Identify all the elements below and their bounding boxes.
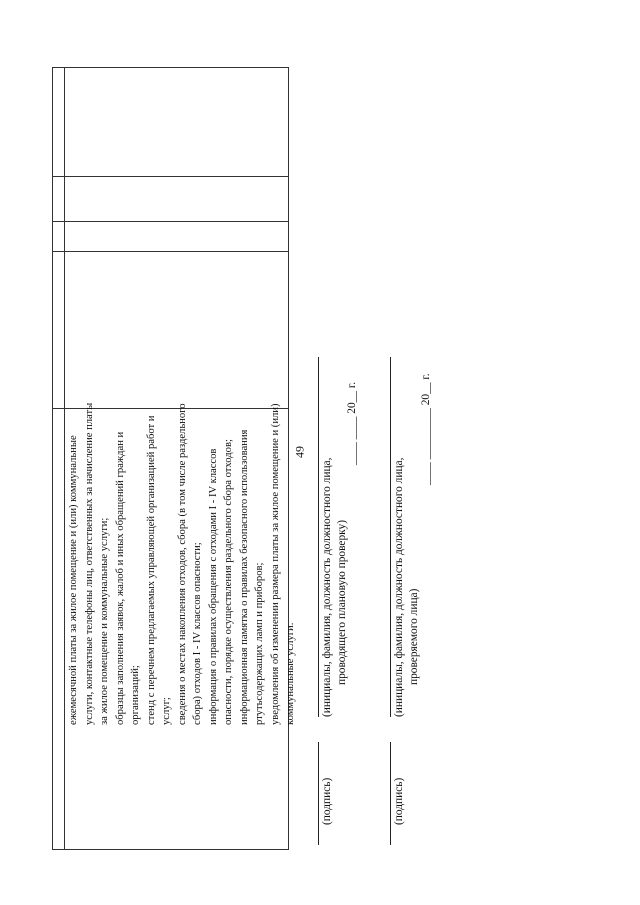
table-row-divider [64,68,65,849]
requirement-line: ртутьсодержащих ламп и приборов; [254,562,265,725]
requirement-line: информация о правилах обращения с отходами I - IV классов [207,448,219,725]
page-number: 49 [292,446,307,458]
requirement-line: коммунальные услуги. [285,622,296,725]
inspected-name-caption-2: проверяемого лица) [408,588,420,685]
inspected-name-line [390,357,391,717]
requirement-line: услуг; [161,697,172,725]
requirement-line: за жилое помещение и коммунальные услуги; [99,517,110,725]
inspector-signature-line [318,742,319,845]
inspected-signature-line [390,742,391,845]
requirement-line: организаций; [130,665,141,725]
requirement-line: опасности, порядке осуществления раздельного сбора отходов; [223,439,234,725]
requirement-line: стенд с перечнем предлагаемых управляющей организацией работ и [145,415,157,725]
inspected-signature-label: (подпись) [393,777,405,825]
table-column-divider [53,221,288,222]
inspected-name-caption: (инициалы, фамилия, должность должностного лица, [393,457,405,717]
table-column-divider [53,251,288,252]
inspector-name-caption: (инициалы, фамилия, должность должностного лица, [321,457,333,717]
requirement-line: уведомления об изменении размера платы за жилое помещение и (или) [269,403,281,725]
requirement-line: сведения о местах накопления отходов, сбора (в том числе раздельного [176,403,188,725]
requirement-line: образцы заполнения заявок, жалоб и иных обращений граждан и [114,431,126,725]
requirement-line: ежемесячной платы за жилое помещение и (или) коммунальные [68,435,79,725]
requirement-line: информационная памятка о правилах безопасного использования [238,429,250,725]
requirements-cell-text [66,402,299,725]
table-column-divider [53,176,288,177]
requirement-line: услуги, контактные телефоны лиц, ответственных за начисление платы [83,402,95,725]
inspector-date: ____ ____ 20__ г. [346,381,358,465]
inspector-name-line [318,357,319,717]
inspected-date: ____ _________ 20__ г. [420,373,432,485]
inspector-name-caption-2: проводящего плановую проверку) [336,519,348,685]
inspector-signature-label: (подпись) [321,777,333,825]
requirement-line: сбора) отходов I - IV классов опасности; [192,542,203,725]
